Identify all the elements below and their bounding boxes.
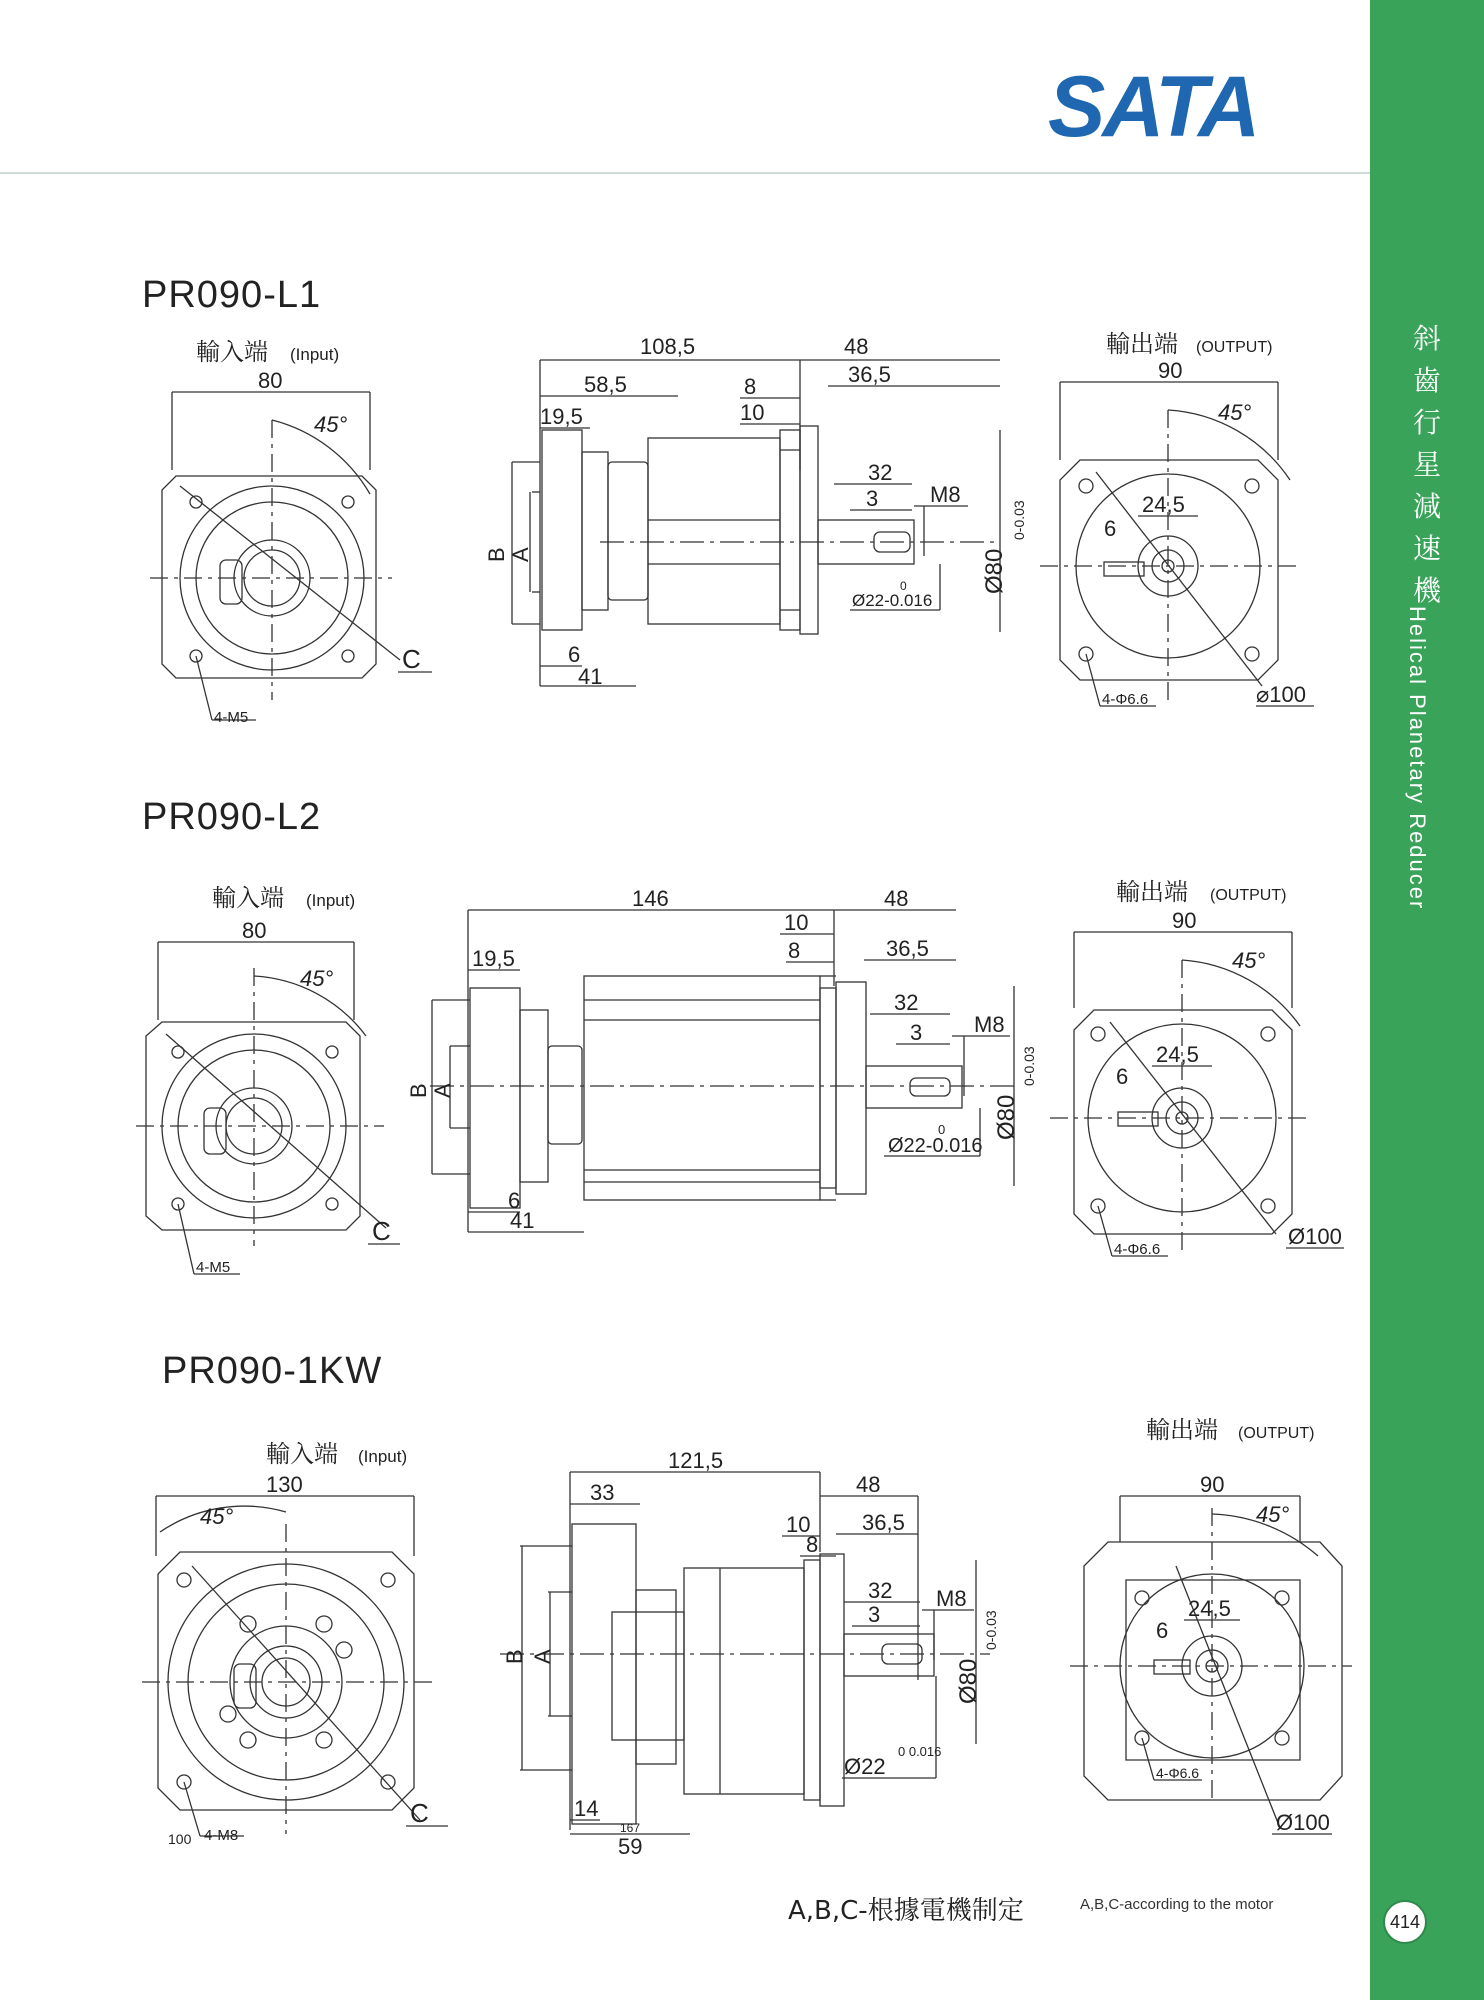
svg-text:0: 0 xyxy=(938,1122,946,1137)
svg-text:41: 41 xyxy=(578,664,603,689)
model-title: PR090-1KW xyxy=(162,1350,383,1392)
svg-text:6: 6 xyxy=(568,642,581,667)
svg-text:0 0.016: 0 0.016 xyxy=(898,1744,942,1759)
svg-text:4-M5: 4-M5 xyxy=(196,1259,231,1276)
svg-text:M8: M8 xyxy=(930,482,961,507)
svg-text:M8: M8 xyxy=(974,1012,1005,1037)
svg-text:167: 167 xyxy=(620,1821,641,1835)
svg-text:(Input): (Input) xyxy=(306,891,356,910)
sidebar-band xyxy=(1370,0,1484,2000)
svg-text:0-0.03: 0-0.03 xyxy=(1011,500,1027,540)
svg-text:M8: M8 xyxy=(936,1586,967,1611)
svg-text:4-Φ6.6: 4-Φ6.6 xyxy=(1102,691,1149,708)
input-view-l2 xyxy=(136,885,400,1276)
svg-text:(Input): (Input) xyxy=(358,1447,408,1466)
svg-text:4-Φ6.6: 4-Φ6.6 xyxy=(1114,1241,1161,1258)
svg-text:8: 8 xyxy=(806,1532,819,1557)
svg-text:24,5: 24,5 xyxy=(1156,1042,1199,1067)
svg-text:4-Φ6.6: 4-Φ6.6 xyxy=(1156,1765,1200,1781)
output-view-1kw xyxy=(1070,1417,1352,1835)
svg-text:90: 90 xyxy=(1200,1472,1225,1497)
svg-text:100: 100 xyxy=(168,1831,192,1847)
svg-text:3: 3 xyxy=(910,1020,923,1045)
svg-text:3: 3 xyxy=(866,486,879,511)
svg-text:36,5: 36,5 xyxy=(886,936,929,961)
svg-text:36,5: 36,5 xyxy=(848,362,891,387)
svg-text:6: 6 xyxy=(1116,1064,1129,1089)
svg-text:C: C xyxy=(372,1216,391,1246)
svg-text:0-0.03: 0-0.03 xyxy=(1021,1046,1037,1086)
svg-text:33: 33 xyxy=(590,1480,615,1505)
svg-text:A: A xyxy=(530,1649,555,1664)
sidebar-char: 減 xyxy=(1412,490,1441,523)
sidebar-char: 速 xyxy=(1412,532,1441,565)
sidebar-char: 機 xyxy=(1412,574,1441,607)
svg-text:SATA: SATA xyxy=(1048,60,1258,144)
svg-text:0-0.03: 0-0.03 xyxy=(983,1610,999,1650)
svg-text:80: 80 xyxy=(258,368,283,393)
sidebar-char: 齒 xyxy=(1412,364,1441,397)
svg-text:48: 48 xyxy=(844,334,869,359)
svg-text:58,5: 58,5 xyxy=(584,372,627,397)
svg-text:Ø80: Ø80 xyxy=(955,1658,982,1704)
svg-text:10: 10 xyxy=(740,400,765,425)
svg-text:B: B xyxy=(406,1083,431,1098)
svg-text:Ø100: Ø100 xyxy=(1288,1224,1342,1249)
sidebar-en-title: Helical Planetary Reducer xyxy=(1405,606,1430,911)
svg-text:24,5: 24,5 xyxy=(1188,1596,1231,1621)
svg-text:C: C xyxy=(402,644,421,674)
svg-text:輸入端: 輸入端 xyxy=(212,885,284,912)
svg-text:32: 32 xyxy=(868,1578,893,1603)
svg-text:121,5: 121,5 xyxy=(668,1448,724,1473)
svg-text:輸出端: 輸出端 xyxy=(1146,1417,1218,1444)
svg-text:Ø100: Ø100 xyxy=(1276,1810,1330,1835)
svg-text:(OUTPUT): (OUTPUT) xyxy=(1210,887,1287,904)
svg-text:10: 10 xyxy=(786,1512,811,1537)
svg-text:48: 48 xyxy=(884,886,909,911)
side-view-l1 xyxy=(484,334,1027,689)
svg-text:B: B xyxy=(484,547,509,562)
model-title: PR090-L1 xyxy=(142,274,322,316)
svg-text:32: 32 xyxy=(868,460,893,485)
svg-text:Ø22-0.016: Ø22-0.016 xyxy=(852,591,933,610)
svg-text:32: 32 xyxy=(894,990,919,1015)
svg-text:80: 80 xyxy=(242,918,267,943)
footnote-en: A,B,C-according to the motor xyxy=(1080,1896,1274,1913)
svg-text:36,5: 36,5 xyxy=(862,1510,905,1535)
svg-text:(Input): (Input) xyxy=(290,345,340,364)
svg-text:6: 6 xyxy=(1156,1618,1169,1643)
svg-text:(OUTPUT): (OUTPUT) xyxy=(1196,339,1273,356)
svg-text:146: 146 xyxy=(632,886,669,911)
svg-text:輸出端: 輸出端 xyxy=(1116,879,1188,906)
svg-text:(OUTPUT): (OUTPUT) xyxy=(1238,1425,1315,1442)
footnote-cn: A,B,C-根據電機制定 xyxy=(788,1896,1024,1926)
svg-text:24,5: 24,5 xyxy=(1142,492,1185,517)
svg-text:A: A xyxy=(430,1083,455,1098)
svg-text:19,5: 19,5 xyxy=(540,404,583,429)
sidebar-char: 行 xyxy=(1412,406,1441,439)
model-title: PR090-L2 xyxy=(142,796,322,838)
svg-text:8: 8 xyxy=(744,374,757,399)
svg-text:0: 0 xyxy=(900,579,907,593)
sidebar-char: 斜 xyxy=(1412,322,1441,355)
output-view-l1 xyxy=(1040,331,1314,708)
svg-text:45°: 45° xyxy=(200,1504,234,1529)
page-number: 414 xyxy=(1383,1900,1427,1944)
svg-text:4-M5: 4-M5 xyxy=(214,709,249,726)
svg-text:14: 14 xyxy=(574,1796,599,1821)
side-view-1kw xyxy=(500,1448,999,1859)
svg-text:6: 6 xyxy=(508,1188,521,1213)
svg-text:4-M8: 4-M8 xyxy=(204,1827,239,1844)
svg-text:45°: 45° xyxy=(300,966,334,991)
input-view-l1 xyxy=(150,339,432,726)
svg-text:Ø80: Ø80 xyxy=(993,1094,1020,1140)
sidebar-char: 星 xyxy=(1412,448,1441,481)
svg-text:輸入端: 輸入端 xyxy=(196,339,268,366)
svg-text:48: 48 xyxy=(856,1472,881,1497)
svg-text:⌀100: ⌀100 xyxy=(1256,682,1306,707)
svg-text:90: 90 xyxy=(1172,908,1197,933)
svg-text:Ø22-0.016: Ø22-0.016 xyxy=(888,1135,983,1157)
svg-text:45°: 45° xyxy=(1232,948,1266,973)
svg-text:B: B xyxy=(502,1649,527,1664)
output-view-l2 xyxy=(1050,879,1344,1258)
svg-text:45°: 45° xyxy=(314,412,348,437)
svg-text:59: 59 xyxy=(618,1834,643,1859)
svg-text:45°: 45° xyxy=(1256,1502,1290,1527)
svg-text:10: 10 xyxy=(784,910,809,935)
svg-text:3: 3 xyxy=(868,1602,881,1627)
svg-text:130: 130 xyxy=(266,1472,303,1497)
svg-text:108,5: 108,5 xyxy=(640,334,696,359)
svg-text:Ø22: Ø22 xyxy=(844,1754,886,1779)
svg-text:輸入端: 輸入端 xyxy=(266,1441,338,1468)
svg-text:45°: 45° xyxy=(1218,400,1252,425)
svg-text:8: 8 xyxy=(788,938,801,963)
svg-text:A: A xyxy=(508,547,533,562)
side-view-l2 xyxy=(406,886,1037,1233)
svg-text:41: 41 xyxy=(510,1208,535,1233)
svg-text:輸出端: 輸出端 xyxy=(1106,331,1178,358)
svg-text:6: 6 xyxy=(1104,516,1117,541)
svg-text:90: 90 xyxy=(1158,358,1183,383)
input-view-1kw xyxy=(142,1441,448,1847)
svg-text:C: C xyxy=(410,1798,429,1828)
svg-text:Ø80: Ø80 xyxy=(981,548,1008,594)
sidebar-cn-title xyxy=(1402,318,1452,612)
svg-text:19,5: 19,5 xyxy=(472,946,515,971)
